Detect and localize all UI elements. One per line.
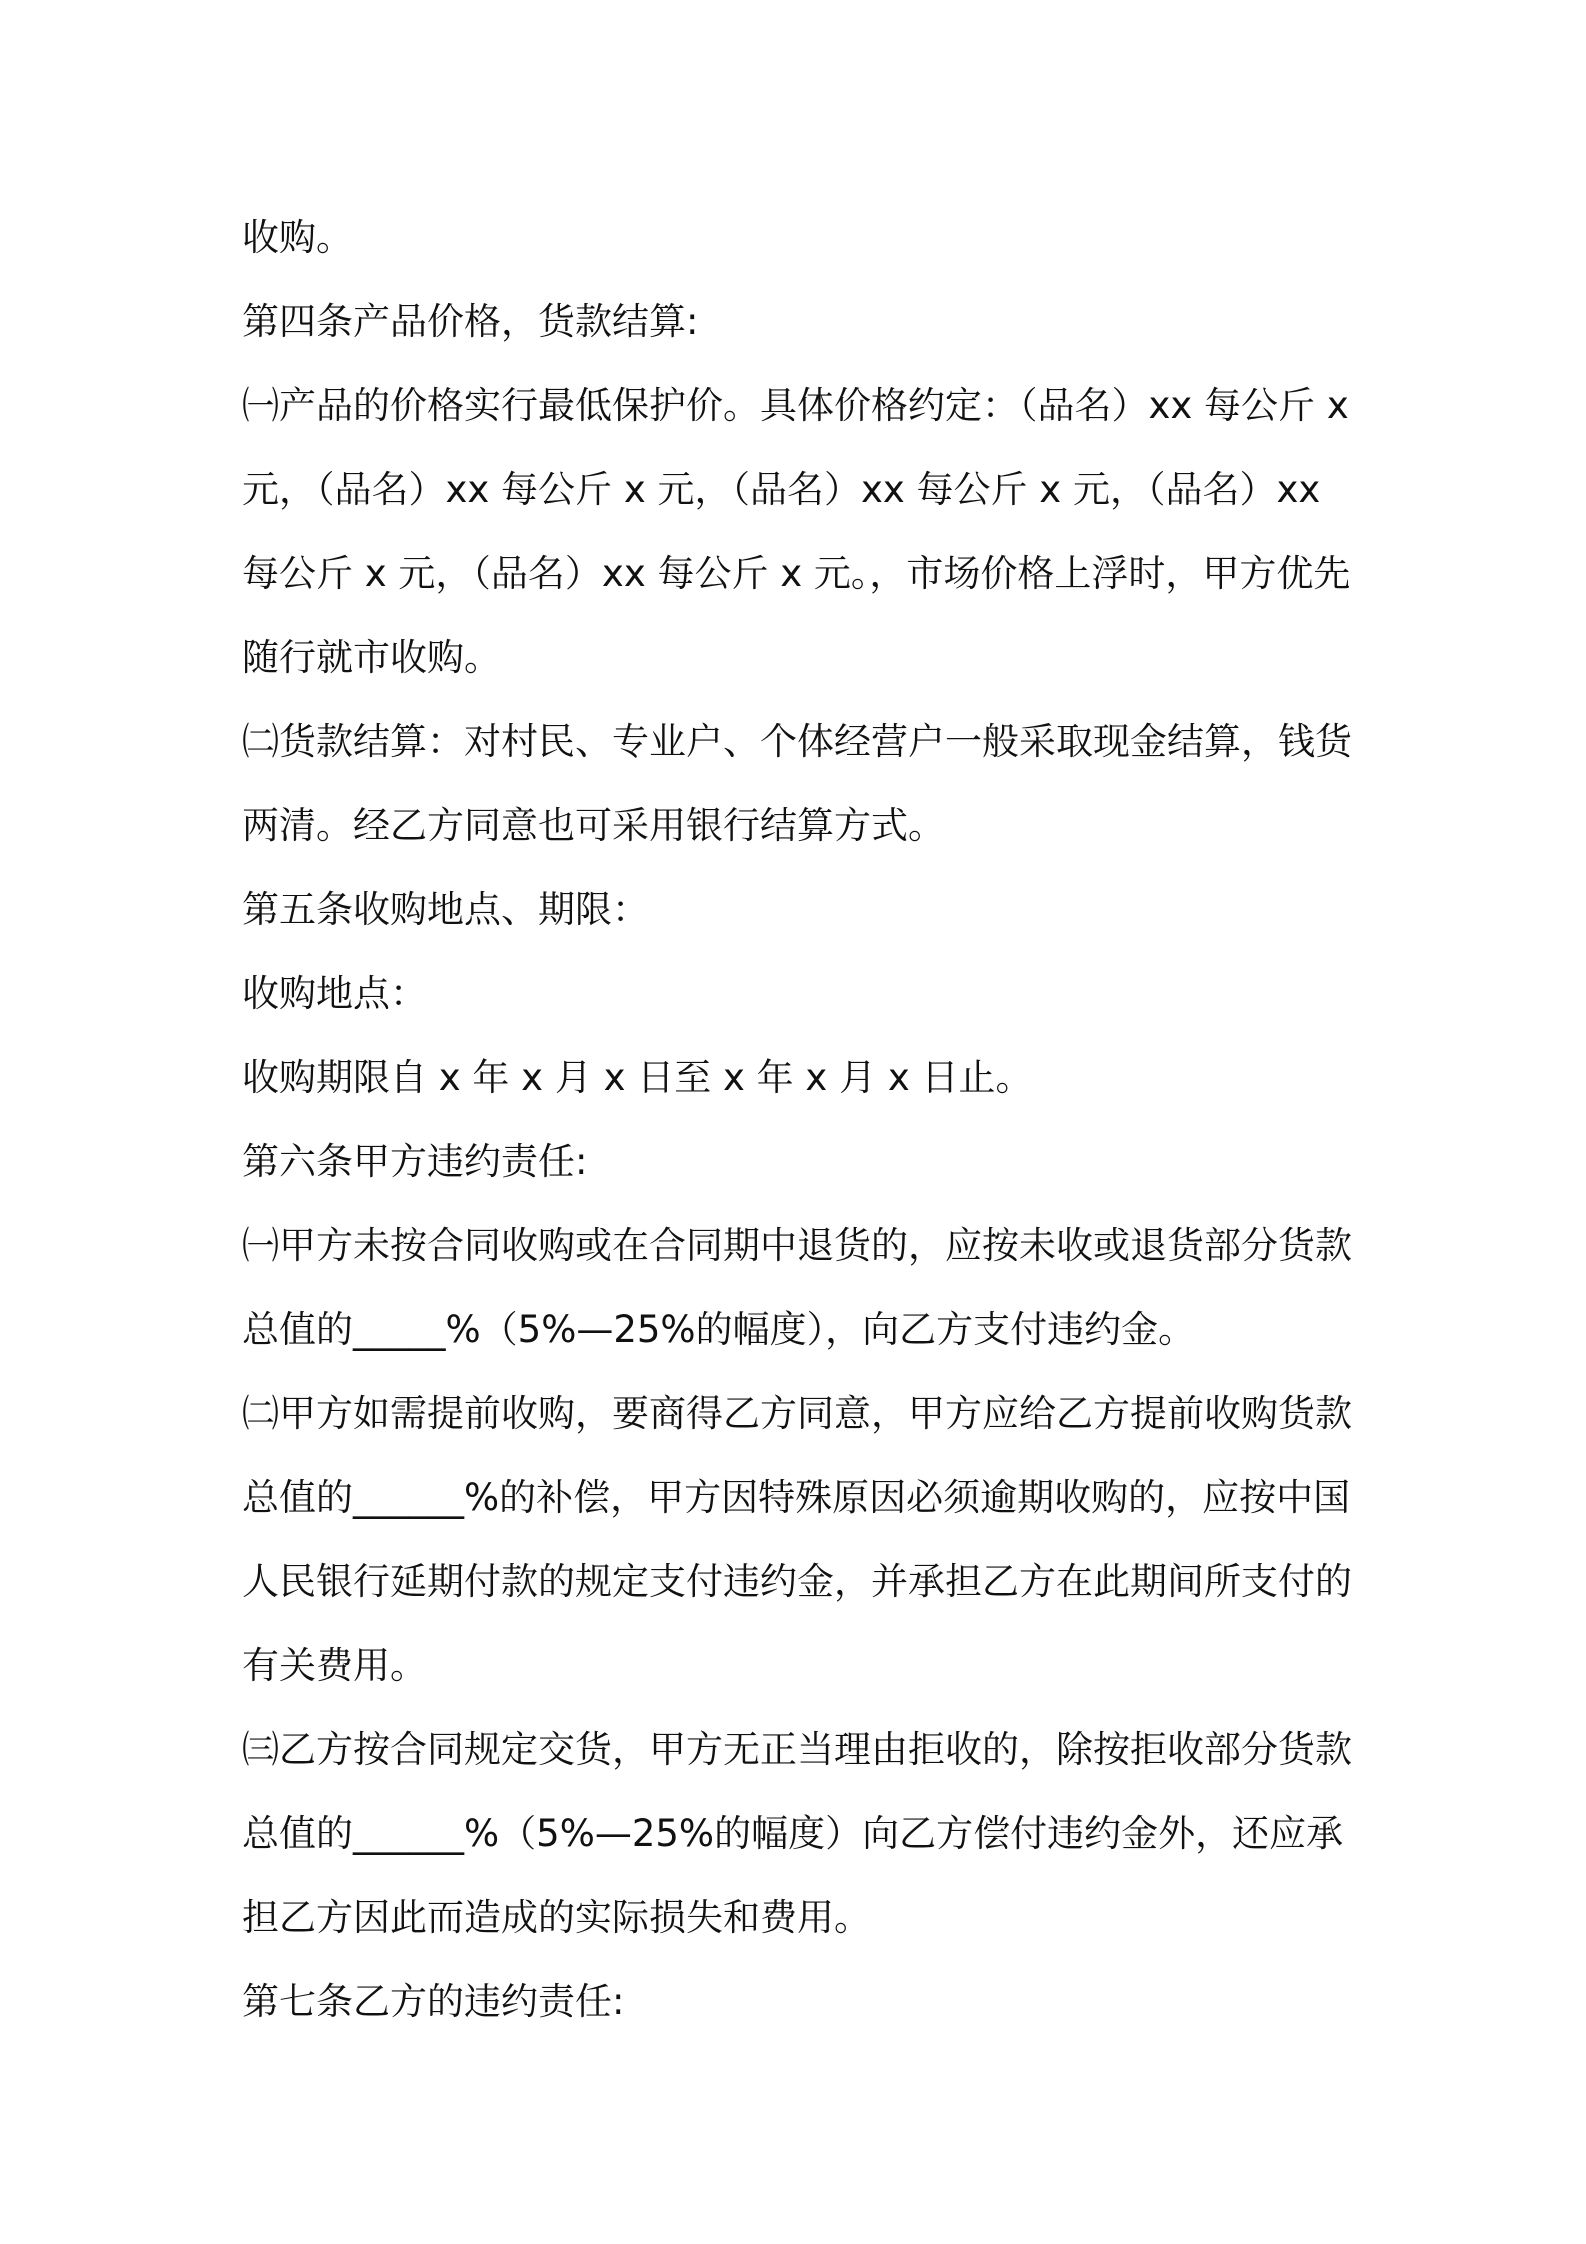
article-4-item-2: ㈡货款结算：对村民、专业户、个体经营户一般采取现金结算，钱货两清。经乙方同意也可采用银行结算方式。 [242,720,1352,847]
article-6-heading: 第六条甲方违约责任: [242,1140,588,1183]
article-5-heading: 第五条收购地点、期限： [242,888,649,931]
article-4-heading: 第四条产品价格，货款结算: [242,300,699,343]
article-4-item-1: ㈠产品的价格实行最低保护价。具体价格约定：（品名）xx 每公斤 x 元，（品名）xx 每公斤 x 元，（品名）xx 每公斤 x 元，（品名）xx 每公斤 x 元，（品名）xx 每公斤 x 元。，市场价格上浮时，甲方优先随行就市收购。 [242,384,1351,679]
article-6-item-3: ㈢乙方按合同规定交货，甲方无正当理由拒收的，除按拒收部分货款总值的______%（5%—25%的幅度）向乙方偿付违约金外，还应承担乙方因此而造成的实际损失和费用。 [242,1728,1352,1939]
article-7-heading: 第七条乙方的违约责任: [242,1980,625,2023]
article-6-item-1: ㈠甲方未按合同收购或在合同期中退货的，应按未收或退货部分货款总值的_____%（5%—25%的幅度），向乙方支付违约金。 [242,1224,1352,1351]
document-body [242,196,1360,2044]
purchase-location: 收购地点： [242,972,427,1015]
purchase-period: 收购期限自 x 年 x 月 x 日至 x 年 x 月 x 日止。 [242,1056,1033,1099]
article-6-item-2: ㈡甲方如需提前收购，要商得乙方同意，甲方应给乙方提前收购货款总值的______%的补偿，甲方因特殊原因必须逾期收购的，应按中国人民银行延期付款的规定支付违约金，并承担乙方在此期间所支付的有关费用。 [242,1392,1352,1687]
paragraph-continuation: 收购。 [242,216,353,259]
